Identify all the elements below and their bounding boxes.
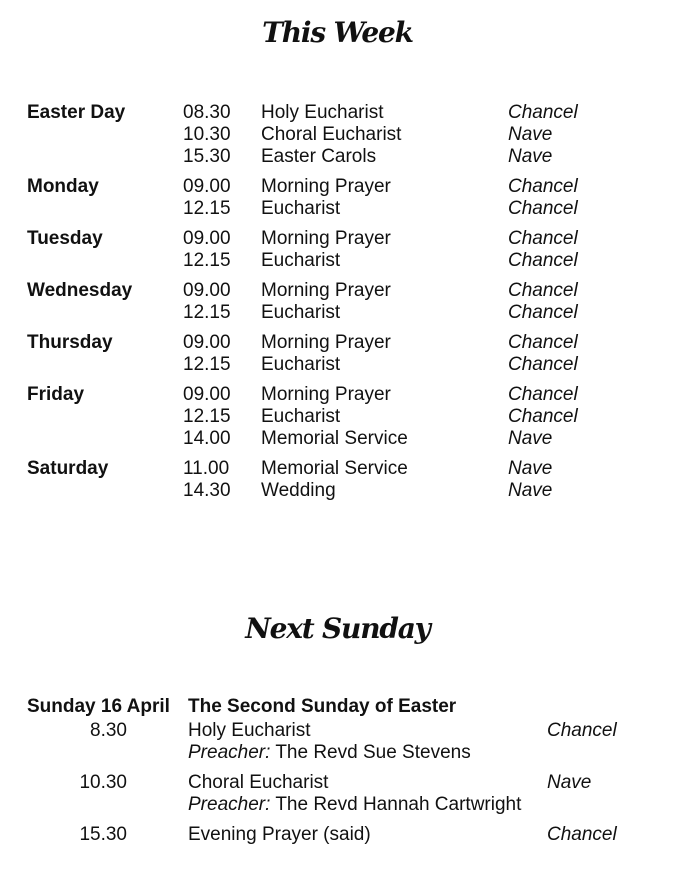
service-time: 09.00 <box>183 384 231 405</box>
service-row <box>27 332 647 354</box>
service-place: Nave <box>508 458 553 479</box>
service-row <box>27 302 647 324</box>
service-time: 09.00 <box>183 280 231 301</box>
service-row <box>27 102 647 124</box>
service-name: Wedding <box>261 480 336 501</box>
service-time: 10.30 <box>183 124 231 145</box>
service-name: Easter Carols <box>261 146 377 167</box>
day-block <box>27 228 647 272</box>
preacher-line <box>188 742 647 764</box>
day-name: Wednesday <box>27 280 133 301</box>
service-time: 15.30 <box>79 824 127 845</box>
service-place: Chancel <box>508 250 578 271</box>
day-name: Easter Day <box>27 102 126 123</box>
service-name: Morning Prayer <box>261 228 391 249</box>
service-place: Chancel <box>508 228 578 249</box>
service-row <box>27 228 647 250</box>
service-time: 09.00 <box>183 228 231 249</box>
service-place: Chancel <box>508 280 578 301</box>
service-time: 12.15 <box>183 302 231 323</box>
day-block <box>27 176 647 220</box>
service-place: Chancel <box>508 354 578 375</box>
service-place: Nave <box>508 480 553 501</box>
next-sunday-title: The Second Sunday of Easter <box>188 696 457 717</box>
service-time: 09.00 <box>183 332 231 353</box>
service-time: 14.00 <box>183 428 231 449</box>
next-service-row <box>27 772 647 816</box>
service-row <box>27 354 647 376</box>
day-name: Thursday <box>27 332 113 353</box>
service-name: Choral Eucharist <box>188 772 329 793</box>
service-name: Morning Prayer <box>261 176 391 197</box>
service-time: 12.15 <box>183 406 231 427</box>
service-name: Memorial Service <box>261 458 408 479</box>
preacher-line <box>188 794 647 816</box>
service-place: Chancel <box>508 102 578 123</box>
day-name: Monday <box>27 176 99 197</box>
service-name: Holy Eucharist <box>188 720 311 741</box>
service-place: Chancel <box>508 384 578 405</box>
day-block <box>27 332 647 376</box>
next-sunday-heading: Next Sunday <box>245 612 430 645</box>
day-block <box>27 384 647 450</box>
service-place: Nave <box>508 428 553 449</box>
service-place: Chancel <box>508 302 578 323</box>
next-sunday-header <box>27 696 647 720</box>
next-service-row <box>27 720 647 764</box>
service-place: Nave <box>547 772 592 793</box>
preacher-label: Preacher: <box>188 794 271 815</box>
service-time: 12.15 <box>183 198 231 219</box>
day-name: Friday <box>27 384 85 405</box>
service-name: Eucharist <box>261 198 341 219</box>
service-row <box>27 458 647 480</box>
preacher-name: The Revd Hannah Cartwright <box>275 794 522 815</box>
next-service-row <box>27 824 647 846</box>
service-time: 10.30 <box>79 772 127 793</box>
preacher-label: Preacher: <box>188 742 271 763</box>
service-place: Chancel <box>508 198 578 219</box>
this-week-heading: This Week <box>262 16 413 49</box>
day-block <box>27 280 647 324</box>
service-row <box>27 198 647 220</box>
service-place: Chancel <box>547 824 617 845</box>
service-name: Memorial Service <box>261 428 408 449</box>
weekly-schedule <box>27 102 647 510</box>
service-place: Nave <box>508 124 553 145</box>
service-time: 09.00 <box>183 176 231 197</box>
day-name: Tuesday <box>27 228 103 249</box>
service-place: Chancel <box>508 406 578 427</box>
service-time: 08.30 <box>183 102 231 123</box>
service-time: 12.15 <box>183 250 231 271</box>
service-row <box>27 146 647 168</box>
service-row <box>27 124 647 146</box>
next-sunday-date: Sunday 16 April <box>27 696 170 717</box>
service-row <box>27 384 647 406</box>
day-name: Saturday <box>27 458 109 479</box>
service-time: 12.15 <box>183 354 231 375</box>
service-place: Nave <box>508 146 553 167</box>
service-name: Morning Prayer <box>261 332 391 353</box>
service-time: 8.30 <box>90 720 127 741</box>
service-place: Chancel <box>547 720 617 741</box>
service-time: 14.30 <box>183 480 231 501</box>
service-row <box>27 250 647 272</box>
service-name: Morning Prayer <box>261 280 391 301</box>
service-name: Eucharist <box>261 302 341 323</box>
service-row <box>27 480 647 502</box>
service-row <box>27 280 647 302</box>
service-name: Evening Prayer (said) <box>188 824 371 845</box>
service-row <box>27 176 647 198</box>
service-name: Morning Prayer <box>261 384 391 405</box>
preacher-name: The Revd Sue Stevens <box>275 742 471 763</box>
service-place: Chancel <box>508 332 578 353</box>
service-name: Eucharist <box>261 406 341 427</box>
next-sunday-schedule <box>27 696 647 854</box>
service-name: Eucharist <box>261 250 341 271</box>
service-row <box>27 428 647 450</box>
service-time: 11.00 <box>183 458 230 479</box>
service-name: Eucharist <box>261 354 341 375</box>
service-name: Holy Eucharist <box>261 102 384 123</box>
service-place: Chancel <box>508 176 578 197</box>
day-block <box>27 458 647 502</box>
service-name: Choral Eucharist <box>261 124 402 145</box>
day-block <box>27 102 647 168</box>
service-time: 15.30 <box>183 146 231 167</box>
service-row <box>27 406 647 428</box>
